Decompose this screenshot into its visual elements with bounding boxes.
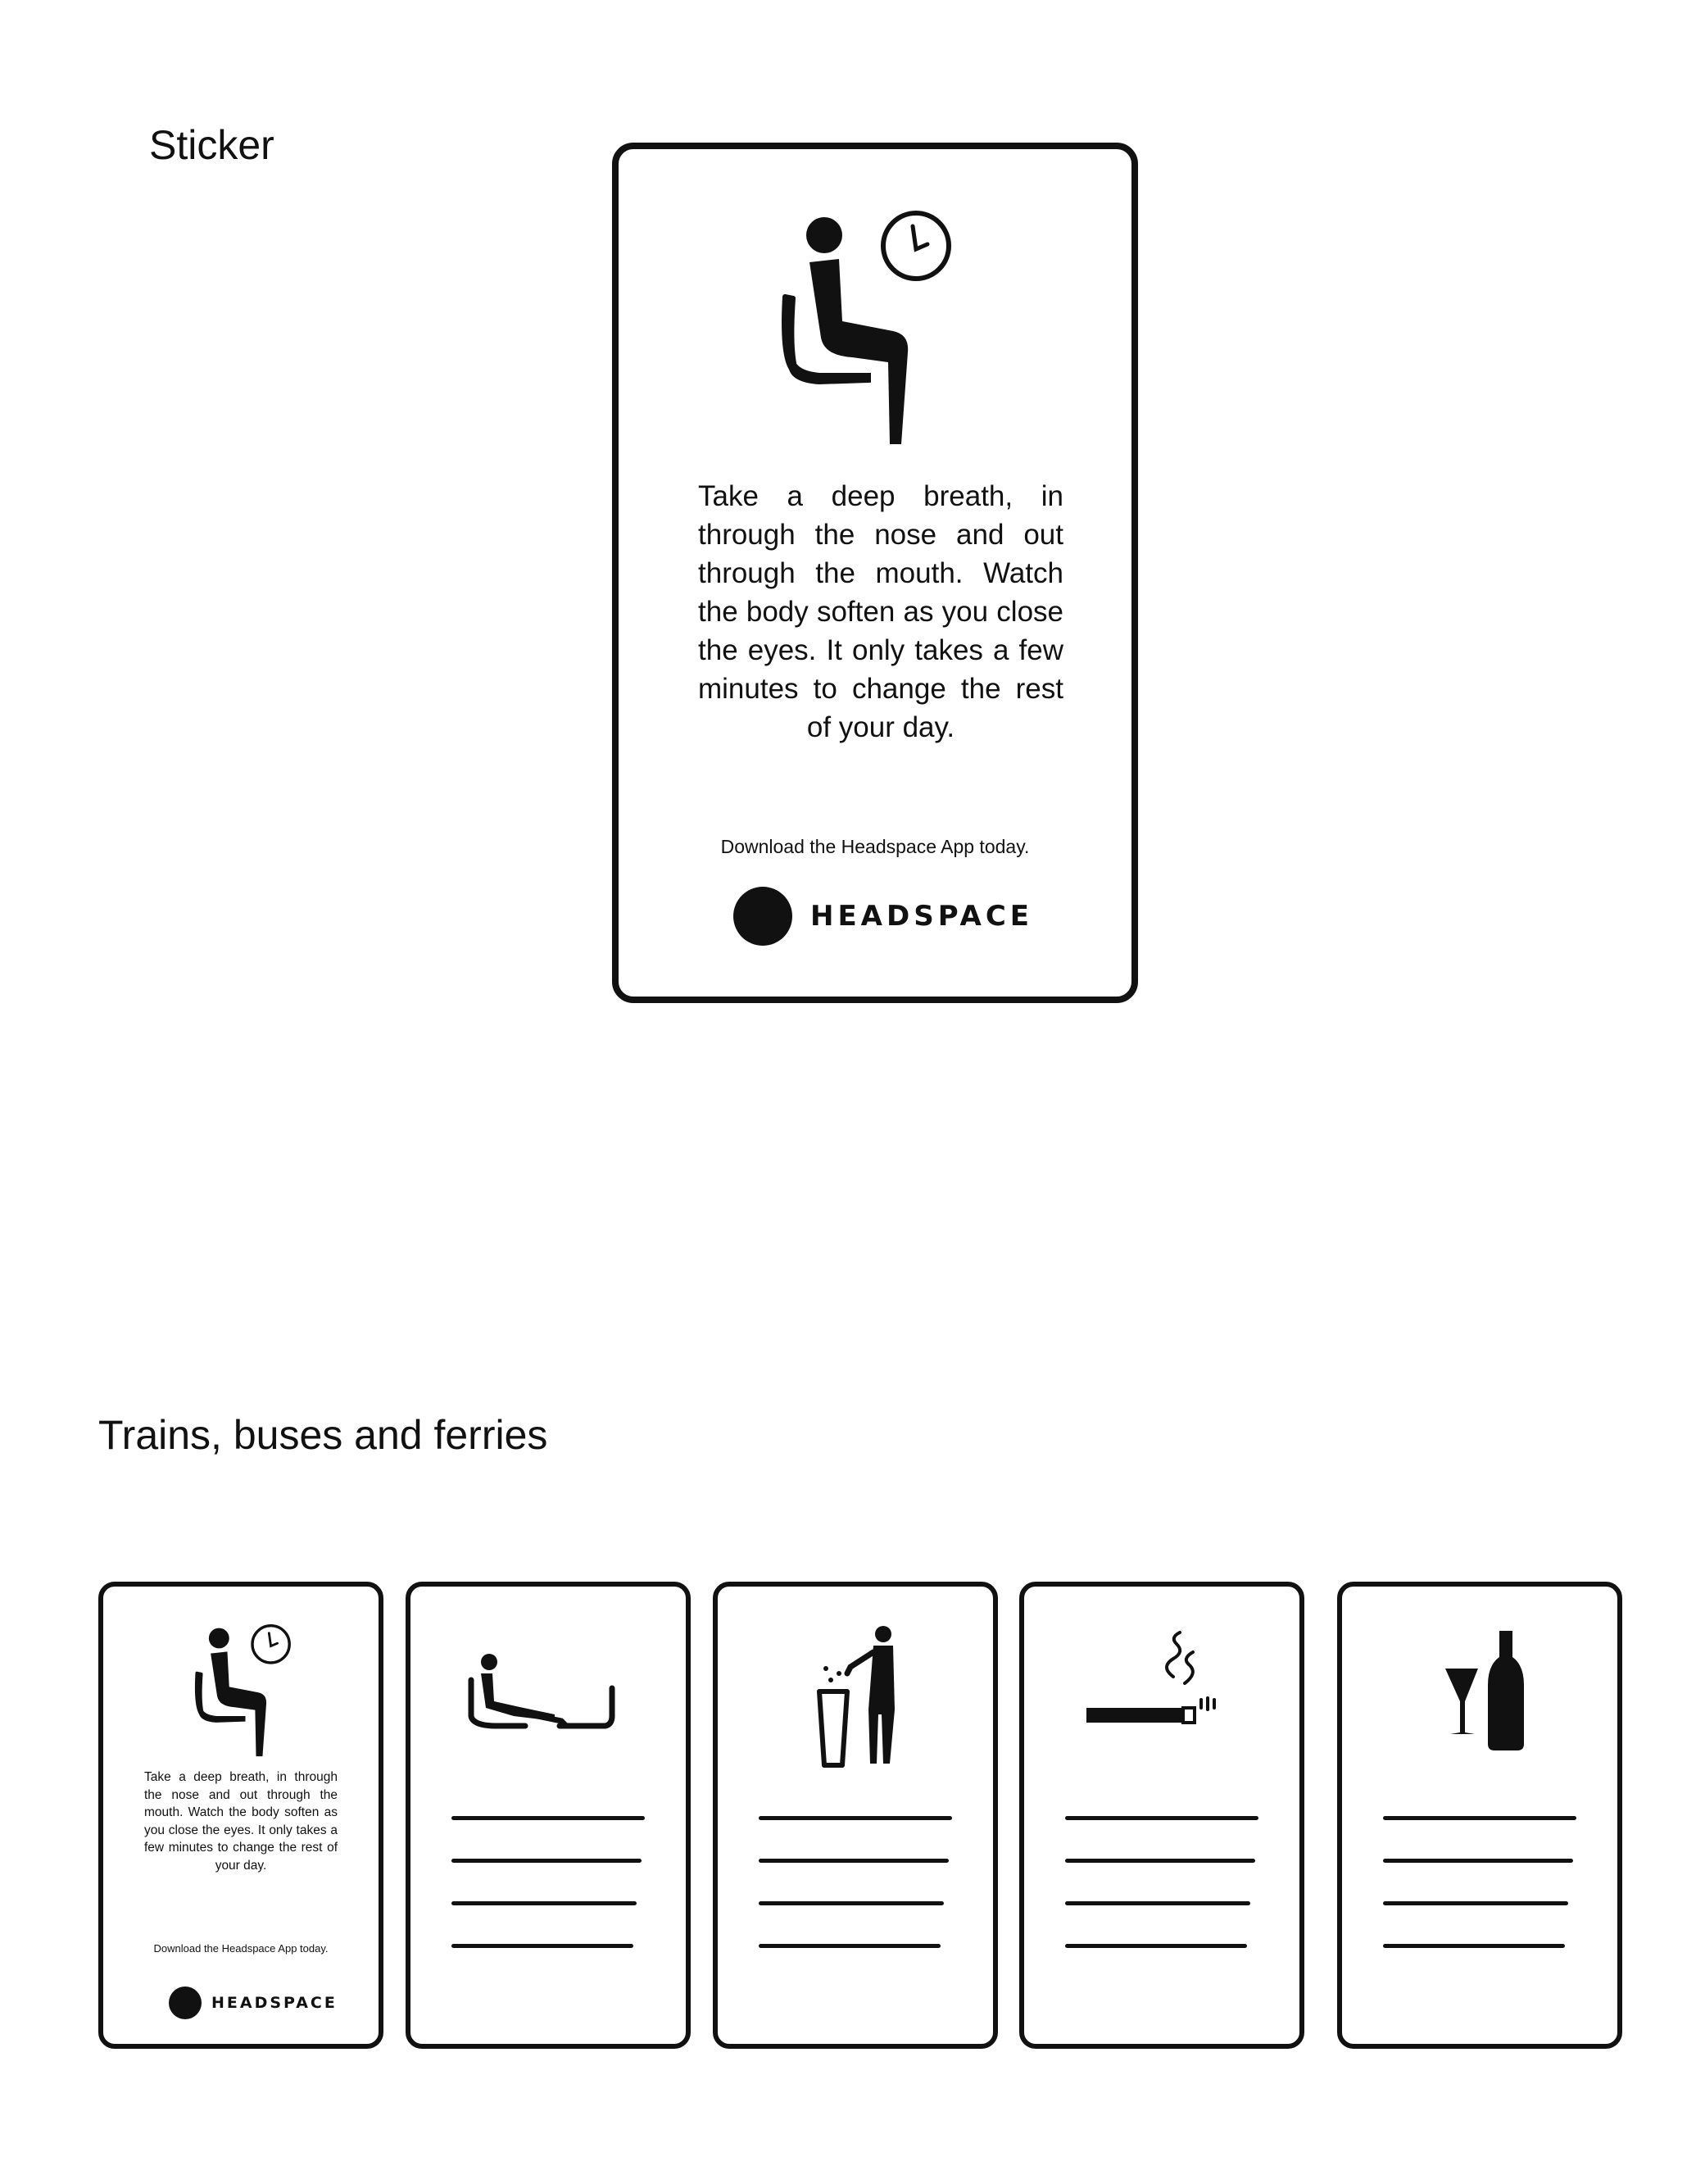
placeholder-line bbox=[1383, 1901, 1568, 1905]
seated-person-clock-icon bbox=[188, 1621, 295, 1762]
transit-card-no-smoking bbox=[1019, 1582, 1304, 2049]
sticker-download-text: Download the Headspace App today. bbox=[720, 836, 1030, 857]
headspace-logo-dot-icon bbox=[169, 1986, 202, 2019]
text-placeholder-lines bbox=[1383, 1816, 1580, 1980]
placeholder-line bbox=[451, 1944, 633, 1948]
placeholder-line bbox=[759, 1859, 949, 1863]
headspace-logo bbox=[169, 1986, 338, 2019]
text-placeholder-lines bbox=[759, 1816, 955, 1980]
transit-card-no-alcohol bbox=[1337, 1582, 1622, 2049]
no-smoking-cigarette-icon bbox=[1078, 1619, 1250, 1775]
placeholder-line bbox=[1065, 1859, 1255, 1863]
sticker-body-text: Take a deep breath, in through the nose and out through the mouth. Watch the body soften as you close the eyes. It only takes a few minutes to change the rest of your day. bbox=[698, 480, 1063, 743]
placeholder-line bbox=[1383, 1816, 1576, 1820]
sticker-card bbox=[612, 143, 1138, 1003]
placeholder-line bbox=[1065, 1816, 1258, 1820]
transit-card-feet-on-seat bbox=[406, 1582, 691, 2049]
placeholder-line bbox=[759, 1816, 952, 1820]
text-placeholder-lines bbox=[1065, 1816, 1262, 1980]
placeholder-line bbox=[1065, 1944, 1247, 1948]
seated-person-clock-icon bbox=[770, 207, 959, 452]
placeholder-line bbox=[451, 1901, 637, 1905]
alcohol-glass-bottle-icon bbox=[1396, 1619, 1568, 1775]
headspace-logo-dot-icon bbox=[733, 887, 792, 946]
transit-section-title: Trains, buses and ferries bbox=[98, 1412, 548, 1458]
transit-card-body-text: Take a deep breath, in through the nose and out through the mouth. Watch the body soften as you close the eyes. It only takes a few minutes to change the rest of your day. bbox=[144, 1770, 338, 1873]
sticker-section-title: Sticker bbox=[149, 122, 274, 168]
placeholder-line bbox=[1383, 1859, 1573, 1863]
transit-card-meditate bbox=[98, 1582, 383, 2049]
headspace-wordmark: HEADSPACE bbox=[211, 1994, 338, 2012]
placeholder-line bbox=[759, 1944, 941, 1948]
placeholder-line bbox=[1065, 1901, 1250, 1905]
headspace-wordmark: HEADSPACE bbox=[810, 900, 1033, 933]
text-placeholder-lines bbox=[451, 1816, 648, 1980]
placeholder-line bbox=[759, 1901, 944, 1905]
headspace-logo bbox=[733, 887, 1033, 946]
litter-bin-icon bbox=[772, 1619, 944, 1775]
transit-card-download-text: Download the Headspace App today. bbox=[153, 1942, 329, 1955]
placeholder-line bbox=[1383, 1944, 1565, 1948]
transit-card-litter bbox=[713, 1582, 998, 2049]
placeholder-line bbox=[451, 1859, 642, 1863]
placeholder-line bbox=[451, 1816, 645, 1820]
feet-on-seat-icon bbox=[465, 1619, 637, 1775]
